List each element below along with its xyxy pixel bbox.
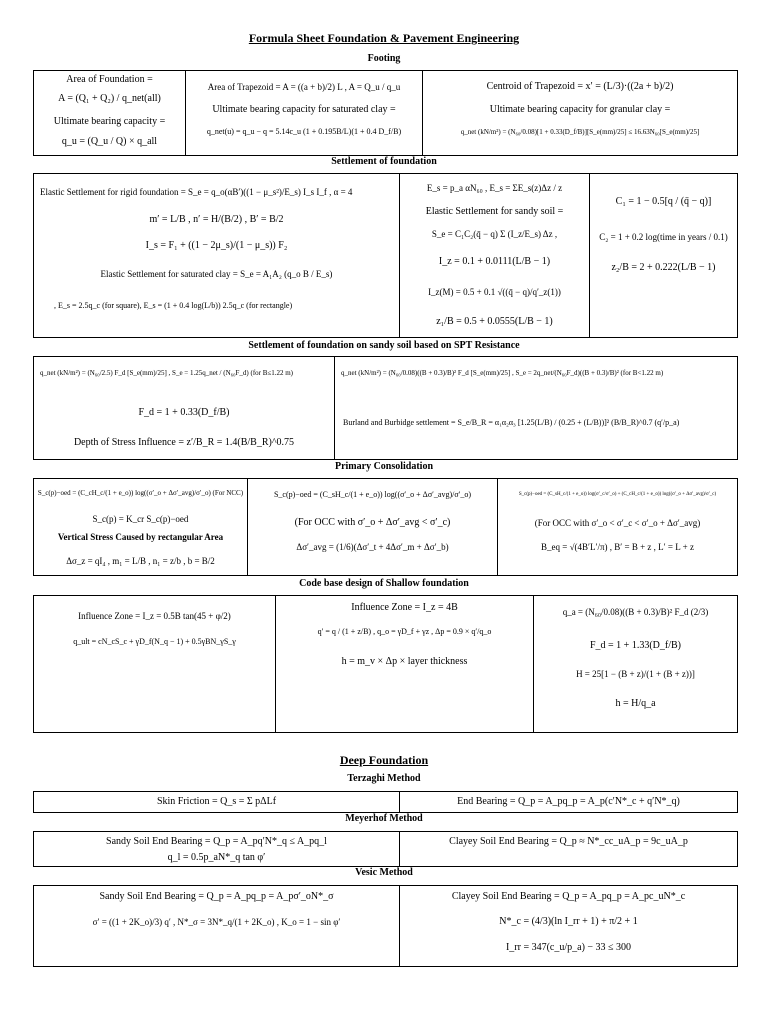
formula-line: Sandy Soil End Bearing = Q_p = A_pq_p = A_pσ′_oN*_σ	[99, 891, 334, 902]
formula-line: q_net (kN/m²) = (N₆₀/0.08)[1 + 0.33(D_f/B)][S_e(mm)/25] ≤ 16.63N₆₀[S_e(mm)/25]	[460, 128, 700, 136]
section-spt-heading: Settlement of foundation on sandy soil based on SPT Resistance	[248, 340, 520, 351]
formula-line: S_c(p) = K_cr S_c(p)−oed	[92, 514, 189, 524]
section-terzaghi-heading: Terzaghi Method	[347, 773, 421, 784]
formula-line: Burland and Burbidge settlement = S_e/B_R = α₁α₂α₃ [1.25(L/B) / (0.25 + (L/B))]² (B/B_R)^0.7 (q′/p_a)	[343, 418, 680, 427]
deep-foundation-heading: Deep Foundation	[339, 753, 429, 767]
formula-line: I_s = F₁ + ((1 − 2μ_s)/(1 − μ_s)) F₂	[145, 240, 288, 251]
formula-line: End Bearing = Q_p = A_pq_p = A_p(c′N*_c + q′N*_q)	[457, 796, 680, 807]
formula-line: q_u = (Q_u / Q) × q_all	[61, 136, 158, 147]
formula-line: Depth of Stress Influence = z′/B_R = 1.4(B/B_R)^0.75	[73, 437, 295, 448]
formula-line: q_l = 0.5p_aN*_q tan φ′	[167, 852, 266, 863]
formula-line: Δσ′_avg = (1/6)(Δσ′_t + 4Δσ′_m + Δσ′_b)	[296, 542, 449, 552]
formula-line: I_rr = 347(c_u/p_a) − 33 ≤ 300	[505, 942, 632, 953]
formula-line: Δσ_z = qI₄ , m₁ = L/B , n₁ = z/b , b = B/2	[66, 556, 215, 566]
formula-line: (For OCC with σ′_o < σ′_c < σ′_o + Δσ′_avg)	[534, 518, 701, 528]
code-cell-stress	[275, 596, 533, 732]
formula-line: (For OCC with σ′_o + Δσ′_avg < σ′_c)	[294, 517, 451, 528]
section-meyerhof-heading: Meyerhof Method	[345, 813, 423, 824]
formula-line: q_a = (N₆₀/0.08)((B + 0.3)/B)² F_d (2/3)	[562, 607, 709, 617]
formula-line: Ultimate bearing capacity for granular clay =	[489, 104, 671, 115]
formula-line: I_z = 0.1 + 0.0111(L/B − 1)	[438, 256, 551, 267]
formula-line: S_c(p)−oed = (C_cH_c/(1 + e_o)) log((σ′_o + Δσ′_avg)/σ′_o) (For NCC)	[37, 489, 244, 497]
formula-line: q_net(u) = q_u − q = 5.14c_u (1 + 0.195B/L)(1 + 0.4 D_f/B)	[206, 127, 402, 136]
formula-line: E_s = p_a αN₆₀ , E_s = ΣE_s(z)Δz / z	[426, 183, 563, 193]
formula-line: Centroid of Trapezoid = x′ = (L/3)·((2a + b)/2)	[486, 81, 674, 92]
primary-box	[33, 478, 738, 576]
formula-line: I_z(M) = 0.5 + 0.1 √((q̄ − q)/q′_z(1))	[428, 287, 561, 297]
formula-line: q′ = q / (1 + z/B) , q_o = γD_f + γz , Δp = 0.9 × q′/q_o	[317, 627, 492, 636]
subheading: Vertical Stress Caused by rectangular Area	[57, 532, 224, 542]
formula-line: Ultimate bearing capacity =	[53, 116, 166, 127]
section-code-heading: Code base design of Shallow foundation	[299, 578, 469, 589]
code-cell-influence	[34, 596, 275, 732]
formula-line: Influence Zone = I_z = 4B	[351, 602, 458, 613]
formula-line: Elastic Settlement for sandy soil =	[425, 206, 564, 217]
terzaghi-cell-skin	[34, 792, 399, 812]
formula-line: Elastic Settlement for rigid foundation = S_e = q_o(αB′)((1 − μ_s²)/E_s) I_s I_f , α = 4	[40, 187, 353, 197]
footing-box	[33, 70, 738, 156]
formula-line: B_eq = √(4B′L′/π) , B′ = B + z , L′ = L + z	[541, 542, 694, 552]
formula-line: z₁/B = 0.5 + 0.0555(L/B − 1)	[436, 316, 553, 327]
spt-box	[33, 356, 738, 460]
settlement-box	[33, 173, 738, 338]
formula-line: S_c(p)−oed = (C_sH_c/(1 + e_o)) log(σ′_c/σ′_o) + (C_cH_c/(1 + e_o)) log((σ′_o + Δσ′_avg)/σ′_c)	[518, 492, 717, 497]
formula-line: Area of Foundation =	[66, 74, 153, 85]
vesic-cell-sandy	[34, 886, 399, 966]
formula-line: , E_s = 2.5q_c (for square), E_s = (1 + 0.4 log(L/b)) 2.5q_c (for rectangle)	[54, 301, 293, 310]
formula-line: C₁ = 1 − 0.5[q / (q̄ − q)]	[615, 196, 712, 207]
code-box	[33, 595, 738, 733]
formula-line: Influence Zone = I_z = 0.5B tan(45 + φ/2)	[78, 611, 231, 621]
primary-cell-occ1	[247, 479, 497, 575]
formula-line: H = 25[1 − (B + z)/(1 + (B + z))]	[576, 669, 695, 679]
formula-line: z₂/B = 2 + 0.222(L/B − 1)	[611, 262, 716, 273]
formula-line: Skin Friction = Q_s = Σ pΔLf	[156, 796, 277, 807]
formula-line: h = H/q_a	[615, 698, 656, 709]
formula-line: m′ = L/B , n′ = H/(B/2) , B′ = B/2	[149, 214, 284, 225]
page-title: Formula Sheet Foundation & Pavement Engineering	[248, 31, 520, 45]
footing-cell-centroid	[422, 71, 737, 155]
meyerhof-cell-sandy	[34, 832, 399, 866]
section-primary-heading: Primary Consolidation	[334, 461, 434, 472]
terzaghi-box	[33, 791, 738, 813]
section-settlement-heading: Settlement of foundation	[331, 156, 437, 167]
formula-line: Sandy Soil End Bearing = Q_p = A_pq′N*_q ≤ A_pq_l	[106, 836, 327, 847]
formula-line: h = m_v × Δp × layer thickness	[341, 656, 468, 667]
footing-cell-trapezoid	[185, 71, 422, 155]
primary-cell-occ2	[497, 479, 737, 575]
meyerhof-cell-clayey	[399, 832, 737, 866]
formula-line: F_d = 1 + 1.33(D_f/B)	[589, 640, 681, 651]
section-footing-heading: Footing	[367, 53, 401, 64]
footing-cell-area	[34, 71, 185, 155]
spt-cell-burland	[334, 357, 737, 459]
formula-line: q_ult = cN_cS_c + γD_f(N_q − 1) + 0.5γBN_γS_γ	[73, 637, 236, 646]
settlement-cell-sandy	[399, 174, 589, 337]
formula-line: C₂ = 1 + 0.2 log(time in years / 0.1)	[599, 232, 728, 242]
formula-line: Area of Trapezoid = A = ((a + b)/2) L , A = Q_u / q_u	[207, 82, 401, 92]
formula-line: Ultimate bearing capacity for saturated clay =	[212, 104, 396, 115]
meyerhof-box	[33, 831, 738, 867]
spt-cell-net	[34, 357, 334, 459]
formula-line: q_net (kN/m²) = (N₆₀/2.5) F_d [S_e(mm)/25] , S_e = 1.25q_net / (N₆₀F_d) (for B≤1.22 m)	[40, 369, 294, 377]
terzaghi-cell-end	[399, 792, 737, 812]
formula-line: Clayey Soil End Bearing = Q_p ≈ N*_cc_uA_p = 9c_uA_p	[449, 836, 688, 847]
code-cell-allowable	[533, 596, 737, 732]
formula-line: Elastic Settlement for saturated clay = S_e = A₁A₂ (q_o B / E_s)	[100, 269, 333, 279]
formula-line: N*_c = (4/3)(ln I_rr + 1) + π/2 + 1	[499, 916, 638, 927]
formula-line: q_net (kN/m²) = (N₆₀/0.08)((B + 0.3)/B)² F_d [S_e(mm)/25] , S_e = 2q_net/(N₆₀F_d)((B + 0.3)/B)² (for B<1.22 m)	[341, 369, 664, 377]
formula-line: Clayey Soil End Bearing = Q_p = A_pq_p = A_pc_uN*_c	[451, 891, 686, 902]
settlement-cell-corrections	[589, 174, 737, 337]
settlement-cell-elastic	[34, 174, 399, 337]
vesic-box	[33, 885, 738, 967]
formula-line: σ′ = ((1 + 2K_o)/3) q′ , N*_σ = 3N*_q/(1 + 2K_o) , K_o = 1 − sin φ′	[92, 917, 341, 927]
formula-line: S_e = C₁C₂(q̄ − q) Σ (I_z/E_s) Δz ,	[431, 229, 558, 239]
section-vesic-heading: Vesic Method	[355, 867, 413, 878]
formula-line: S_c(p)−oed = (C_sH_c/(1 + e_o)) log((σ′_o + Δσ′_avg)/σ′_o)	[273, 490, 472, 499]
vesic-cell-clayey	[399, 886, 737, 966]
primary-cell-ncc	[34, 479, 247, 575]
formula-line: A = (Q₁ + Q₂) / q_net(all)	[58, 93, 161, 104]
formula-line: F_d = 1 + 0.33(D_f/B)	[138, 407, 230, 418]
